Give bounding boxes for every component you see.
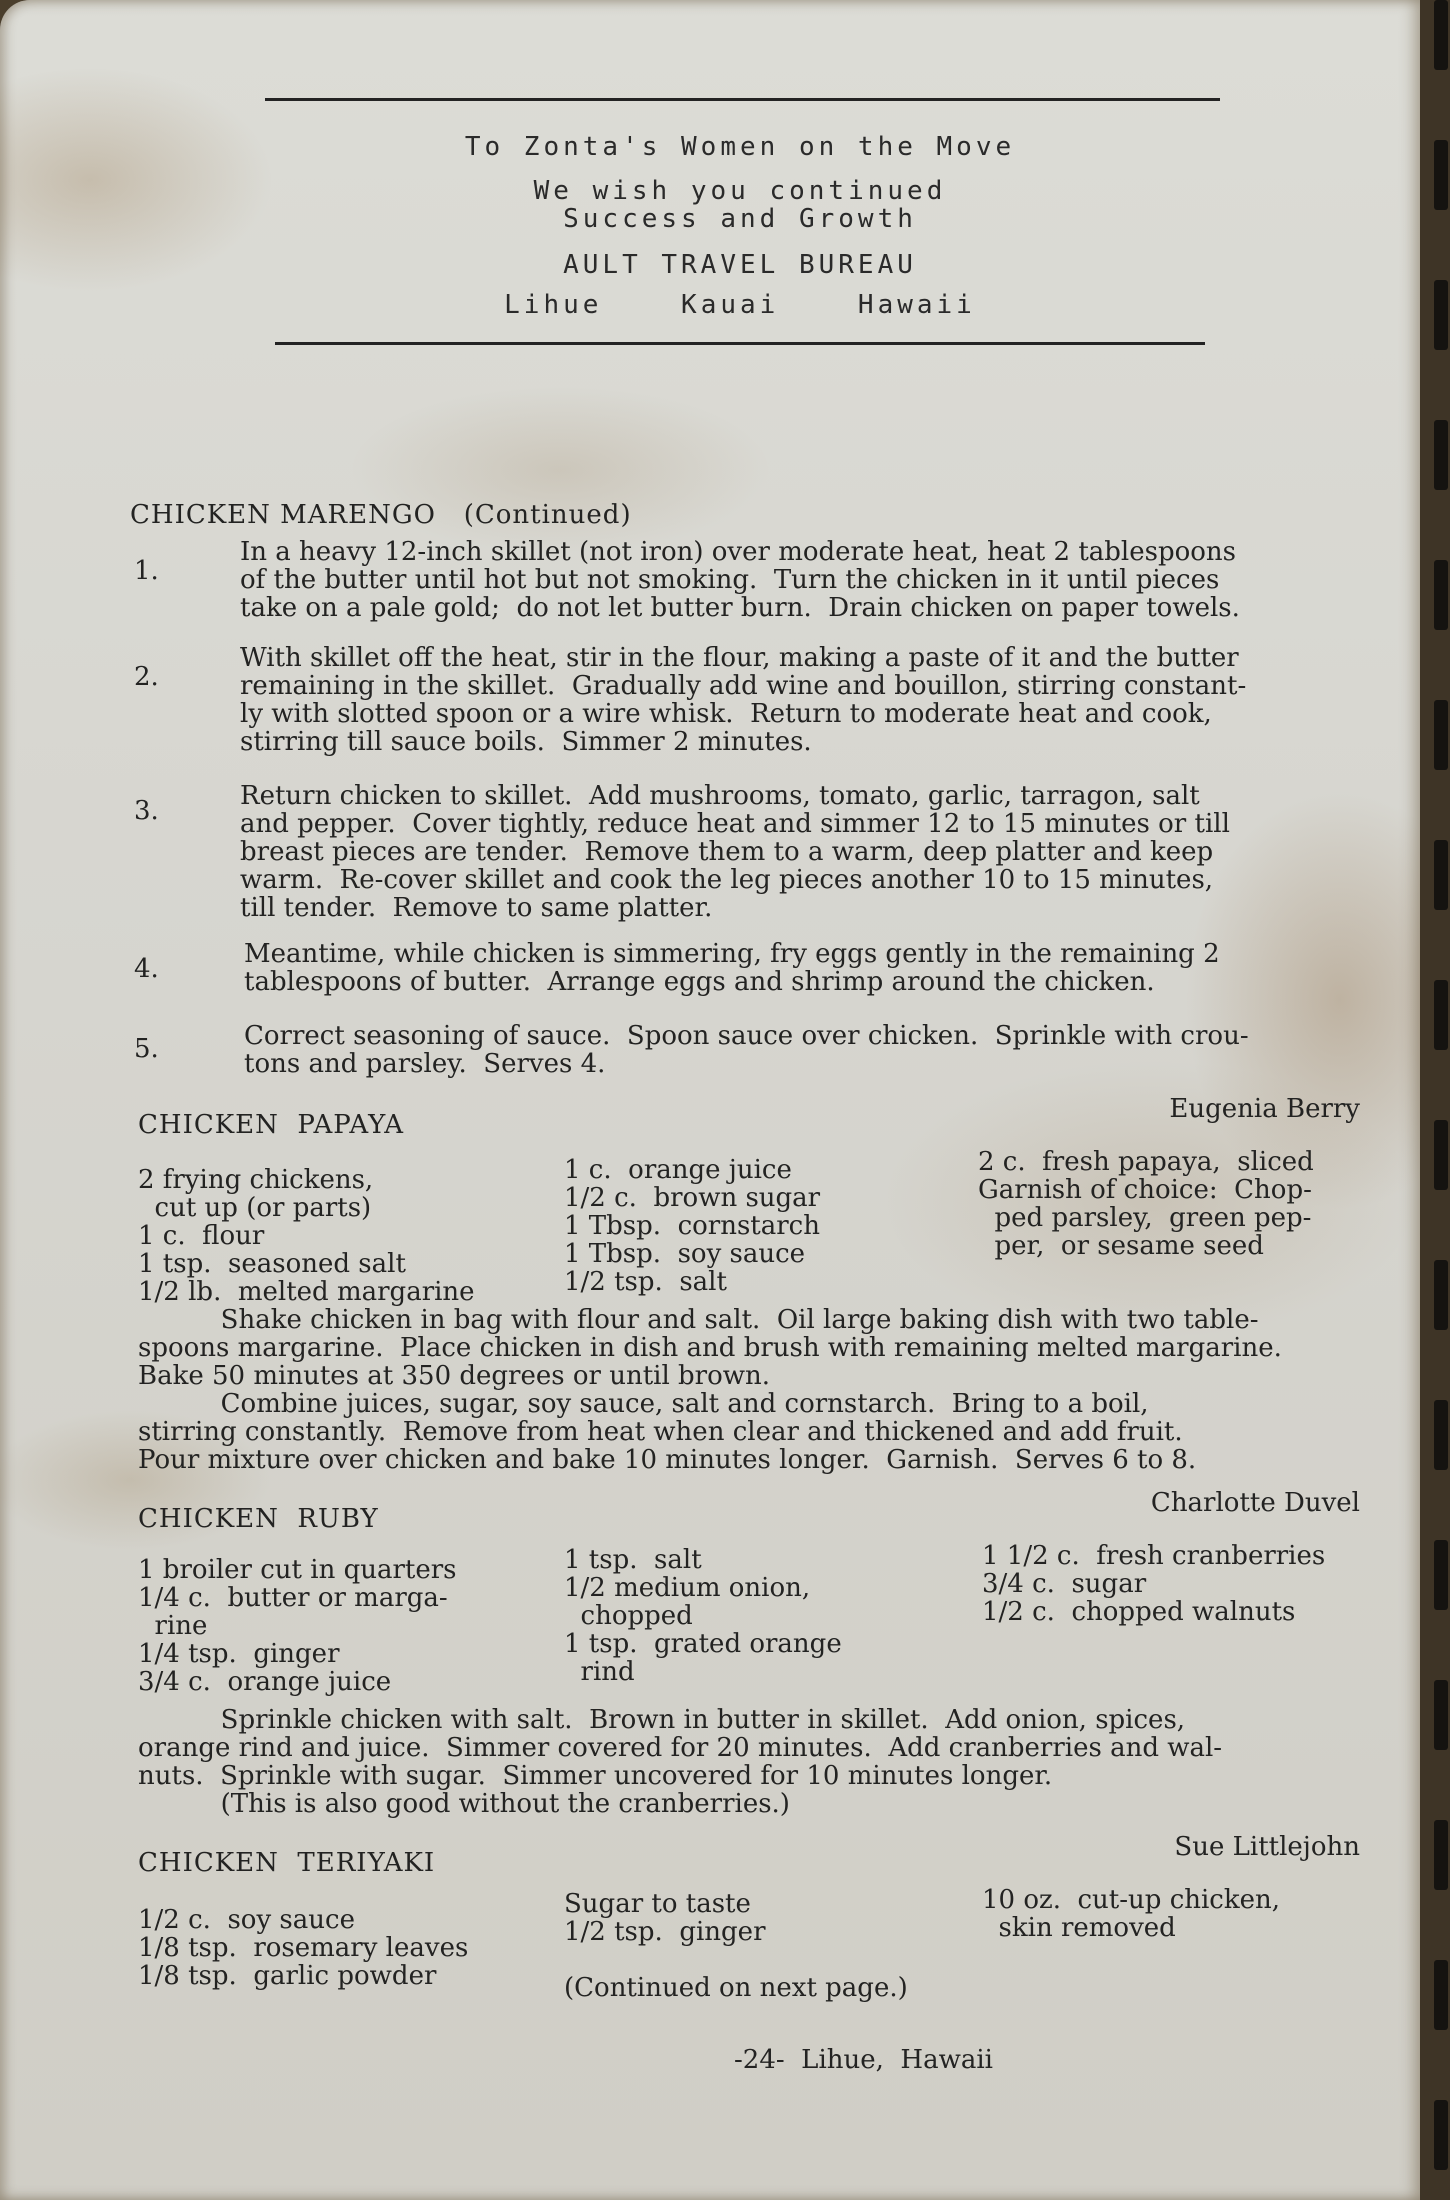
recipe-title-marengo: CHICKEN MARENGO (Continued) [130,500,632,530]
recipe-directions: Sprinkle chicken with salt. Brown in butter in skillet. Add onion, spices, orange rind and juice. Simmer covered for 20 minutes. Add cranberries and wal- nuts. Sprinkle with sugar. Simmer uncovered for 10 minutes longer. (This is also good without the cranberries.) [138,1705,1223,1819]
step-number: 1. [134,556,159,586]
ad-business-name: AULT TRAVEL BUREAU [563,250,917,280]
recipe-author: Sue Littlejohn [1174,1832,1360,1862]
ingredients-column-1: 1/2 c. soy sauce 1/8 tsp. rosemary leaves 1/8 tsp. garlic powder [138,1905,469,1991]
binding-ring [1434,700,1448,770]
binding-ring [1434,560,1448,630]
recipe-author: Charlotte Duvel [1150,1488,1360,1518]
step-text: With skillet off the heat, stir in the flour, making a paste of it and the butter remaining in the skillet. Gradually add wine and bouillon, stirring constant- ly with slotted spoon or a wire whisk. Return to moderate heat and cook, stirring till sauce boils. Simmer 2 minutes. [240,643,1247,757]
step-text: In a heavy 12-inch skillet (not iron) over moderate heat, heat 2 tablespoons of the butter until hot but not smoking. Turn the chicken in it until pieces take on a pale gold; do not let butter burn. Drain chicken on paper towels. [240,537,1240,623]
ad-location: Lihue Kauai Hawaii [504,290,976,320]
binding-ring [1434,420,1448,490]
step-number: 3. [134,796,159,826]
ad-wish: We wish you continued [533,176,947,206]
ad-top-rule [265,98,1220,101]
ingredients-column-3: 10 oz. cut-up chicken, skin removed [982,1885,1281,1943]
page-footer: -24- Lihue, Hawaii [734,2045,993,2075]
ingredients-column-3: 1 1/2 c. fresh cranberries 3/4 c. sugar 1/2 c. chopped walnuts [982,1541,1326,1627]
ad-success: Success and Growth [563,204,917,234]
step-text: Correct seasoning of sauce. Spoon sauce over chicken. Sprinkle with crou- tons and parsley. Serves 4. [244,1021,1249,1079]
recipe-title-ruby: CHICKEN RUBY [138,1504,379,1534]
binding-ring [1434,280,1448,350]
ingredients-column-2: Sugar to taste 1/2 tsp. ginger (Continued on next page.) [564,1889,908,2003]
ingredients-column-1: 2 frying chickens, cut up (or parts) 1 c. flour 1 tsp. seasoned salt 1/2 lb. melted margarine [138,1165,475,1307]
ad-bottom-rule [275,342,1205,345]
binding-ring [1434,1820,1448,1890]
binding-ring [1434,1120,1448,1190]
ad-dedication: To Zonta's Women on the Move [464,132,1016,162]
binding-ring [1434,980,1448,1050]
ingredients-column-3: 2 c. fresh papaya, sliced Garnish of choice: Chop- ped parsley, green pep- per, or sesame seed [978,1147,1314,1261]
step-number: 5. [134,1034,159,1064]
binding-ring [1434,1960,1448,2030]
binding-ring [1434,1260,1448,1330]
step-text: Meantime, while chicken is simmering, fry eggs gently in the remaining 2 tablespoons of butter. Arrange eggs and shrimp around the chicken. [244,939,1220,997]
recipe-title-teriyaki: CHICKEN TERIYAKI [138,1848,436,1878]
step-number: 2. [134,662,159,692]
binding-ring [1434,0,1448,70]
step-number: 4. [134,954,159,984]
ingredients-column-1: 1 broiler cut in quarters 1/4 c. butter or marga- rine 1/4 tsp. ginger 3/4 c. orange juice [138,1555,457,1697]
binding-ring [1434,1540,1448,1610]
ingredients-column-2: 1 c. orange juice 1/2 c. brown sugar 1 Tbsp. cornstarch 1 Tbsp. soy sauce 1/2 tsp. salt [564,1155,821,1297]
spiral-binding [1420,0,1450,2200]
ingredients-column-2: 1 tsp. salt 1/2 medium onion, chopped 1 tsp. grated orange rind [564,1545,842,1687]
recipe-directions: Shake chicken in bag with flour and salt. Oil large baking dish with two table- spoons margarine. Place chicken in dish and brush with remaining melted margarine. Bake 50 minutes at 350 degrees or until brown. Combine juices, sugar, soy sauce, salt and cornstarch. Bring to a boil, stirring constantly. Remove from heat when clear and thickened and add fruit. Pour mixture over chicken and bake 10 minutes longer. Garnish. Serves 6 to 8. [138,1305,1282,1475]
binding-ring [1434,140,1448,210]
binding-ring [1434,2100,1448,2170]
binding-ring [1434,840,1448,910]
recipe-author: Eugenia Berry [1169,1094,1360,1124]
step-text: Return chicken to skillet. Add mushrooms, tomato, garlic, tarragon, salt and pepper. Cover tightly, reduce heat and simmer 12 to 15 minutes or till breast pieces are tender. Remove them to a warm, deep platter and keep warm. Re-cover skillet and cook the leg pieces another 10 to 15 minutes, till tender. Remove to same platter. [240,781,1230,923]
binding-ring [1434,1680,1448,1750]
binding-ring [1434,1400,1448,1470]
recipe-title-papaya: CHICKEN PAPAYA [138,1110,405,1140]
